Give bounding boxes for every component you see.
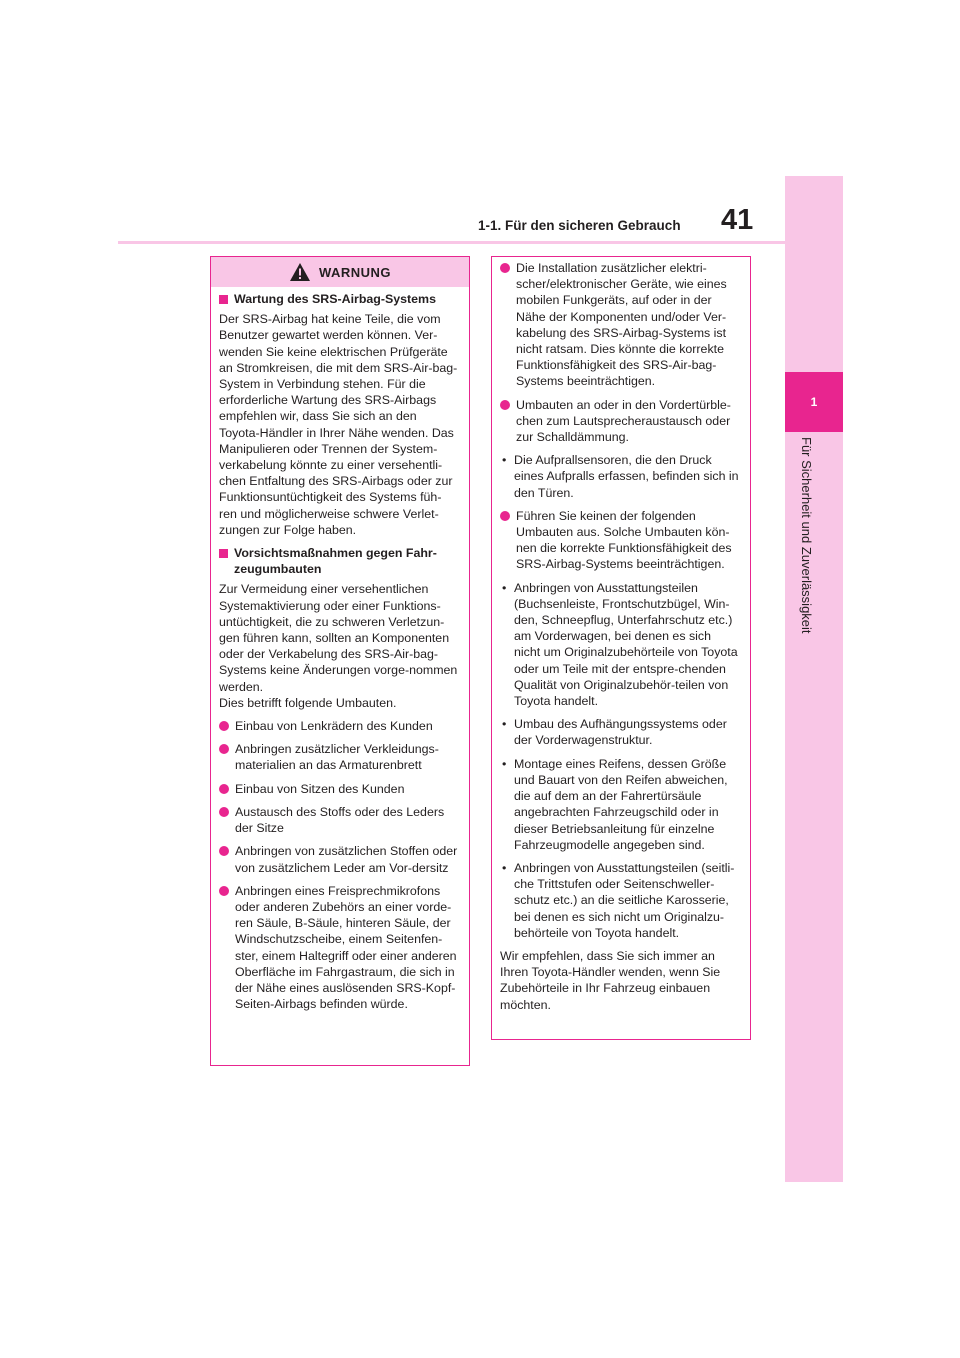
list-item: Die Installation zusätzlicher elektri-scher/elektronischer Geräte, wie eines mobilen Funkgeräts, auf oder in der Nähe der Komponenten und/oder Ver-kabelung des SRS-Airbag-Systems ist nicht ratsam. Dies könnte die korrekte Funktionsfähigkeit des SRS-Air-bag-Systems beeinträchtigen. [500, 260, 739, 390]
bullet-glyph: • [502, 717, 507, 732]
circle-bullet-icon [219, 846, 229, 856]
heading-modifications [219, 545, 458, 577]
bullet-glyph: • [502, 580, 507, 595]
chapter-sidebar [785, 176, 843, 1182]
circle-bullet-icon [219, 784, 229, 794]
warning-triangle-icon [289, 262, 311, 282]
warning-box-right [491, 256, 751, 1040]
paragraph-maintenance: Der SRS-Airbag hat keine Teile, die vom Benutzer gewartet werden können. Ver-wenden Sie keine elektrischen Prüfgeräte an Stromkreisen, die mit dem SRS-Air-bag-System in Verbindung stehen. Für die erforderliche Wartung des SRS-Airbags empfehlen wir, dass Sie sich an den Toyota-Händler in Ihrer Nähe wenden. Das Manipulieren oder Trennen der System-verkabelung könnte zu einer versehentli-chen Entfaltung des SRS-Airbags oder zur Funktionsuntüchtigkeit des Systems füh-ren und möglicherweise schwere Verlet-zungen zur Folge haben. [219, 312, 458, 537]
list-item: Einbau von Lenkrädern des Kunden [219, 718, 458, 734]
heading-text: Wartung des SRS-Airbag-Systems [234, 292, 436, 306]
list-item: Führen Sie keinen der folgenden Umbauten aus. Solche Umbauten kön-nen die korrekte Funktionsfähigkeit des SRS-Airbag-Systems beeinträchtigen. [500, 508, 739, 573]
sub-list-item: • Anbringen von Ausstattungsteilen (seitli-che Trittstufen oder Seitenschweller-schutz etc.) an die seitliche Karosserie, bei denen es sich nicht um Originalzu-behörteile von Toyota handelt. [502, 860, 735, 940]
chapter-title: Für Sicherheit und Zuverlässigkeit [799, 437, 814, 634]
list-item: Anbringen von zusätzlichen Stoffen oder von zusätzlichem Leder am Vor-dersitz [219, 843, 458, 875]
square-bullet-icon [219, 295, 228, 304]
sub-list-item: • Montage eines Reifens, dessen Größe und Bauart von den Reifen abweichen, die auf dem an der Fahrertürsäule angebrachten Fahrzeugschild oder in dieser Betriebsanleitung für einzelne Fahrzeugmodelle angegeben sind. [502, 756, 728, 852]
heading-text: Vorsichtsmaßnahmen gegen Fahr-zeugumbauten [234, 546, 437, 577]
sub-list-item: • Anbringen von Ausstattungsteilen (Buchsenleiste, Frontschutzbügel, Win-den, Schneepflug, Unterfahrschutz etc.) am Vorderwagen, bei denen es sich nicht um Originalzubehörteile von Toyota oder um Teile mit der entspre-chenden Qualität von Originalzubehör-teilen von Toyota handelt. [502, 580, 738, 709]
page-number: 41 [721, 204, 754, 236]
heading-maintenance [219, 291, 458, 307]
header-rule [118, 241, 786, 244]
list-item: Anbringen zusätzlicher Verkleidungs-materialien an das Armaturenbrett [219, 741, 458, 773]
paragraph-modifications [219, 581, 458, 711]
warning-box-left [210, 256, 470, 1066]
section-title: 1-1. Für den sicheren Gebrauch [478, 218, 681, 233]
paragraph-line: Zur Vermeidung einer versehentlichen Systemaktivierung oder einer Funktions-untüchtigkeit, die zu schweren Verletzun-gen führen kann, sollten an Komponenten oder der Verkabelung des SRS-Air-bag-Systems keine Änderungen vorge-nommen werden. [219, 582, 458, 694]
chapter-tab [785, 372, 843, 432]
circle-bullet-icon [500, 263, 510, 273]
closing-paragraph: Wir empfehlen, dass Sie sich immer an Ihren Toyota-Händler wenden, wenn Sie Zubehörteile in Ihr Fahrzeug einbauen möchten. [500, 948, 721, 1012]
sub-list-item: • Umbau des Aufhängungssystems oder der Vorderwagenstruktur. [502, 717, 727, 748]
square-bullet-icon [219, 549, 228, 558]
paragraph-line: Dies betrifft folgende Umbauten. [219, 695, 397, 710]
list-item: Anbringen eines Freisprechmikrofons oder anderen Zubehörs an einer vorde-ren Säule, B-Säule, hinteren Säule, der Windschutzscheibe, einem Seitenfen-ster, einem Haltegriff oder einer anderen Oberfläche im Fahrgastraum, die sich in der Nähe eines auslösenden SRS-Kopf-Seiten-Airbags befinden würde. [219, 883, 458, 1013]
circle-bullet-icon [500, 511, 510, 521]
chapter-number: 1 [810, 395, 818, 409]
list-item: Umbauten an oder in den Vordertürble-chen zum Lautsprecheraustausch oder zur Schalldämmung. [500, 397, 739, 446]
bullet-glyph: • [502, 860, 507, 875]
circle-bullet-icon [500, 400, 510, 410]
circle-bullet-icon [219, 744, 229, 754]
bullet-glyph: • [502, 453, 507, 468]
list-item: Austausch des Stoffs oder des Leders der Sitze [219, 804, 458, 836]
warning-content-right [492, 257, 750, 1013]
warning-title: WARNUNG [318, 264, 392, 280]
circle-bullet-icon [219, 721, 229, 731]
list-item: Einbau von Sitzen des Kunden [219, 781, 458, 797]
sub-list-item: • Die Aufprallsensoren, die den Druck eines Aufpralls erfassen, befinden sich in den Türen. [502, 453, 739, 500]
warning-header [211, 257, 469, 287]
warning-content-left [211, 287, 469, 1012]
bullet-glyph: • [502, 756, 507, 771]
circle-bullet-icon [219, 807, 229, 817]
circle-bullet-icon [219, 886, 229, 896]
